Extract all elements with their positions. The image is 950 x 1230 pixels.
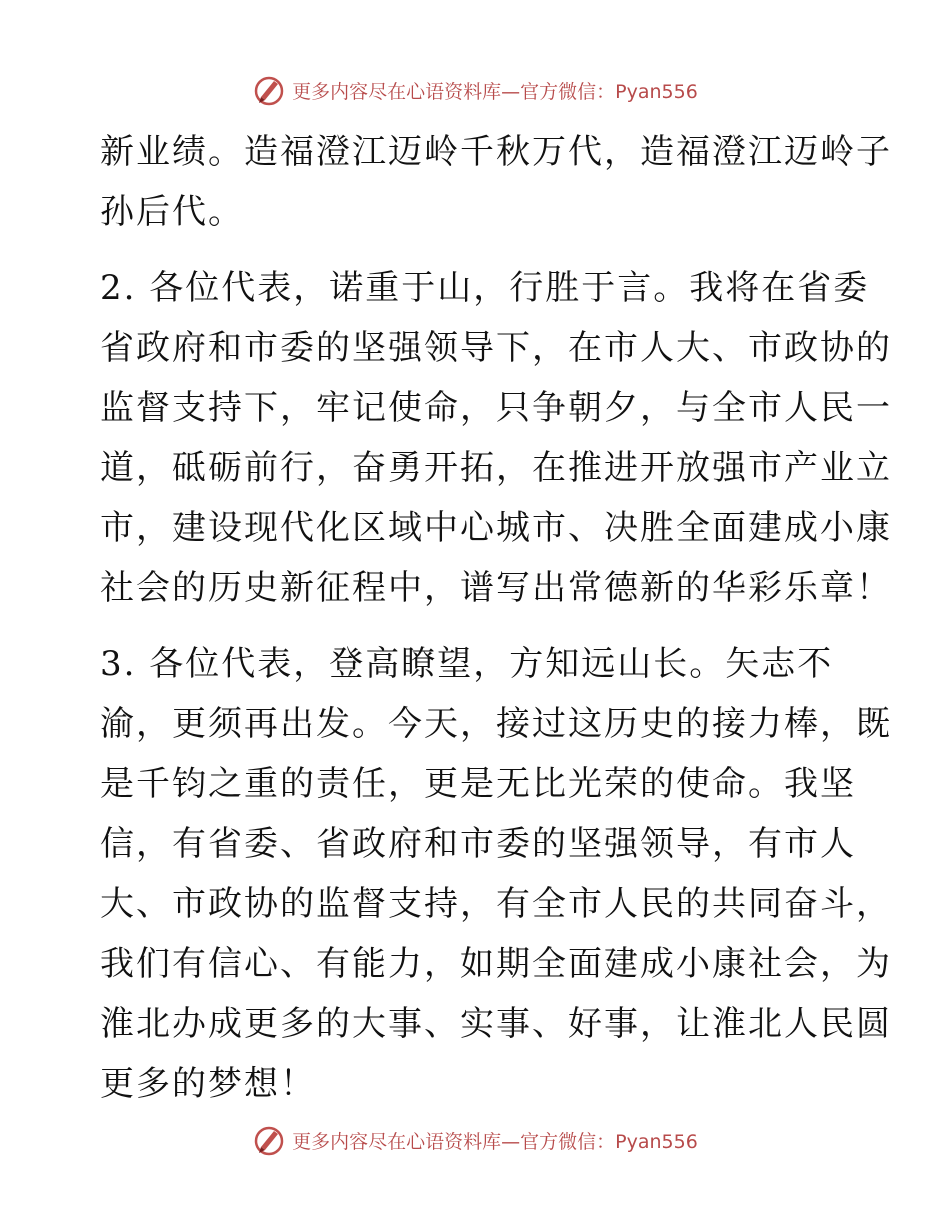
- paragraph-3: [100, 634, 892, 1114]
- text-line: 监督支持下，牢记使命，只争朝夕，与全市人民一: [100, 388, 892, 428]
- document-body: [100, 122, 892, 1130]
- pen-logo-icon: [252, 73, 286, 107]
- text-line: 省政府和市委的坚强领导下，在市人大、市政协的: [100, 328, 892, 368]
- text-line: 市，建设现代化区域中心城市、决胜全面建成小康: [100, 508, 892, 548]
- text-line: 新业绩。造福澄江迈岭千秋万代，造福澄江迈岭子: [100, 132, 892, 172]
- text-line: 是千钧之重的责任，更是无比光荣的使命。我坚: [100, 764, 856, 804]
- text-line: 孙后代。: [100, 192, 244, 232]
- text-line: 大、市政协的监督支持，有全市人民的共同奋斗，: [100, 884, 892, 924]
- text-line: 3. 各位代表，登高瞭望，方知远山长。矢志不: [100, 644, 834, 684]
- pen-logo-icon: [252, 1123, 286, 1157]
- text-line: 渝，更须再出发。今天，接过这历史的接力棒，既: [100, 704, 892, 744]
- text-line: 淮北办成更多的大事、实事、好事，让淮北人民圆: [100, 1004, 892, 1044]
- text-line: 更多的梦想！: [100, 1064, 316, 1104]
- footer-watermark-text: 更多内容尽在心语资料库—官方微信：Pyan556: [292, 1130, 698, 1153]
- text-line: 信，有省委、省政府和市委的坚强领导，有市人: [100, 824, 856, 864]
- text-line: 社会的历史新征程中，谱写出常德新的华彩乐章！: [100, 568, 892, 608]
- paragraph-2: [100, 258, 892, 618]
- text-line: 我们有信心、有能力，如期全面建成小康社会，为: [100, 944, 892, 984]
- header-watermark-text: 更多内容尽在心语资料库—官方微信：Pyan556: [292, 80, 698, 103]
- footer-watermark: [0, 1120, 950, 1160]
- text-line: 2. 各位代表，诺重于山，行胜于言。我将在省委: [100, 268, 870, 308]
- paragraph-1: [100, 122, 892, 242]
- text-line: 道，砥砺前行，奋勇开拓，在推进开放强市产业立: [100, 448, 892, 488]
- header-watermark: [0, 70, 950, 110]
